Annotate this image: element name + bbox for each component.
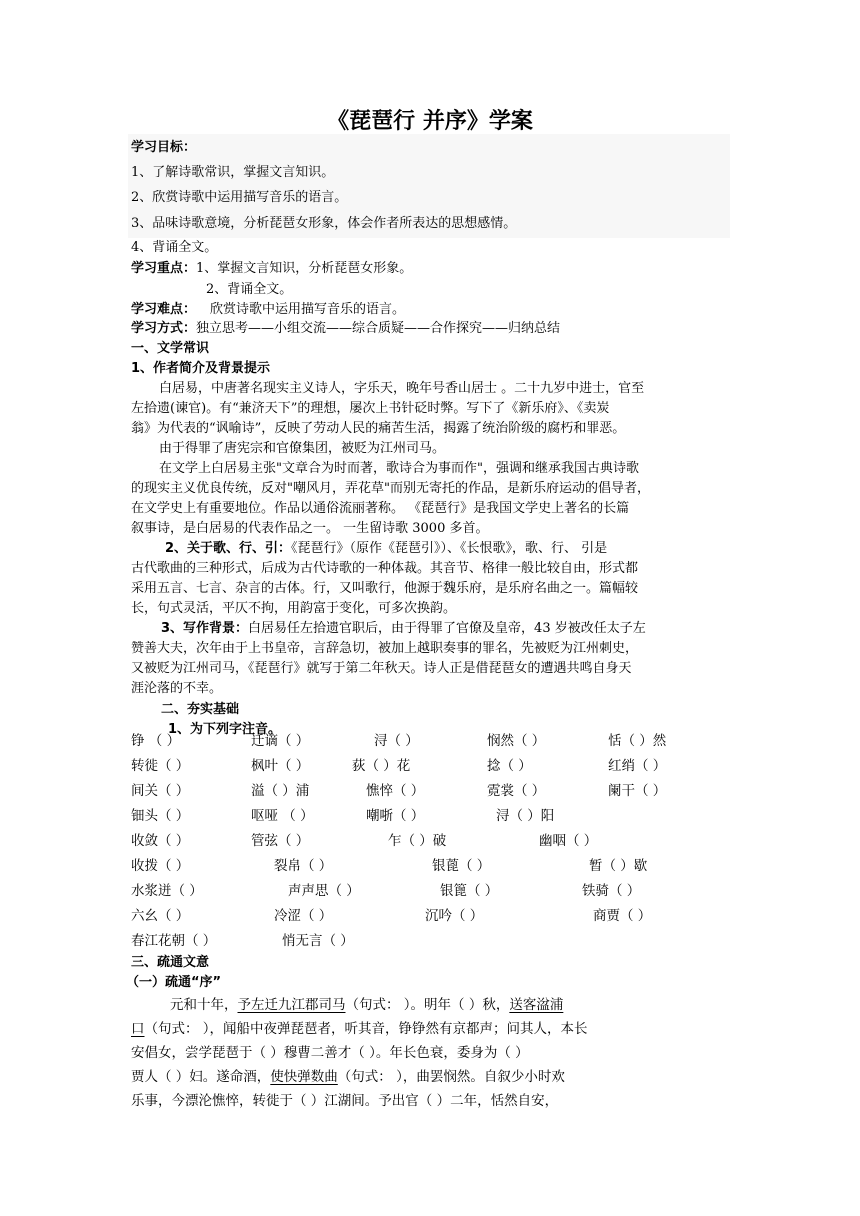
preface-underline: 送客湓浦 <box>509 997 564 1013</box>
preface-text: （句式： ）。明年（ ）秋， <box>345 997 510 1013</box>
pinyin-item: 银蓖（ ） <box>432 858 491 874</box>
pinyin-item: 霓裳（ ） <box>487 783 546 799</box>
difficulty <box>131 299 405 320</box>
p4-label: 2、关于歌、行、引： <box>165 541 292 556</box>
method-label: 学习方式： <box>131 321 197 336</box>
goals-label: 学习目标： <box>131 140 197 155</box>
preface-underline: 口 <box>131 1021 145 1037</box>
pinyin-item: 恬（ ）然 <box>608 733 667 749</box>
pinyin-item: 铁骑（ ） <box>582 883 641 899</box>
pinyin-item: 声声思（ ） <box>288 883 360 899</box>
pinyin-item: 收拨（ ） <box>131 858 190 874</box>
pinyin-item: 商贾（ ） <box>593 908 652 924</box>
p4-text1: 《琵琶行》（原作《琵琶引》）、《长恨歌》，歌、行、 引是 <box>291 541 608 556</box>
preface-underline: 使快弹数曲 <box>270 1069 338 1085</box>
p3-line4: 叙事诗，是白居易的代表作品之一。 一生留诗歌 3000 多首。 <box>131 521 489 536</box>
section2-sub1: 1、为下列字注音。 <box>168 722 282 737</box>
p4-line1 <box>165 538 607 559</box>
p4-line4: 长，句式灵活，平仄不拘，用韵富于变化，可多次换韵。 <box>131 601 457 616</box>
pinyin-item: 幽咽（ ） <box>539 833 598 849</box>
pinyin-item: 浔（ ） <box>374 733 419 749</box>
method-text: 独立思考——小组交流——综合质疑——合作探究——归纳总结 <box>196 321 561 336</box>
preface-text: 贾人（ ）妇。遂命酒， <box>131 1069 271 1085</box>
goal-item-4: 4、背诵全文。 <box>131 240 218 255</box>
pinyin-row-9 <box>131 930 731 952</box>
pinyin-item: 嘲哳（ ） <box>366 808 425 824</box>
pinyin-row-6 <box>131 855 731 877</box>
pinyin-item: 六幺（ ） <box>131 908 190 924</box>
pinyin-item: 钿头（ ） <box>131 808 190 824</box>
p2: 由于得罪了唐宪宗和官僚集团，被贬为江州司马。 <box>159 441 446 456</box>
pinyin-item: 铮 （ ） <box>131 733 181 749</box>
pinyin-item: 憔悴（ ） <box>366 783 425 799</box>
method <box>131 318 560 339</box>
preface-line2 <box>131 1018 588 1040</box>
p5-line2: 赞善大夫，次年由于上书皇帝，言辞急切，被加上越职奏事的罪名，先被贬为江州刺史， <box>131 641 639 656</box>
p4-line2: 古代歌曲的三种形式，后成为古代诗歌的一种体裁。其音节、格律一般比较自由，形式都 <box>131 561 639 576</box>
p5-text1: 白居易任左拾遗官职后，由于得罪了官僚及皇帝，43 岁被改任太子左 <box>248 621 646 636</box>
goal-item-2: 2、欣赏诗歌中运用描写音乐的语言。 <box>131 190 348 205</box>
key-point-2: 2、背诵全文。 <box>206 282 293 297</box>
page-title: 《琵琶行 并序》学案 <box>327 109 533 134</box>
p3-line3: 在文学史上有重要地位。作品以通俗流丽著称。 《琵琶行》是我国文学史上著名的长篇 <box>131 501 630 516</box>
pinyin-item: 转徙（ ） <box>131 758 190 774</box>
pinyin-item: 间关（ ） <box>131 783 190 799</box>
goal-item-1: 1、了解诗歌常识，掌握文言知识。 <box>131 165 335 180</box>
pinyin-item: 水浆迸（ ） <box>131 883 203 899</box>
section3-heading: 三、疏通文意 <box>131 955 210 970</box>
pinyin-row-1 <box>131 730 731 752</box>
pinyin-item: 浔（ ）阳 <box>496 808 555 824</box>
p4-line3: 采用五言、七言、杂言的古体。行，又叫歌行，他源于魏乐府，是乐府名曲之一。篇幅较 <box>131 581 639 596</box>
pinyin-item: 荻（ ）花 <box>352 758 411 774</box>
difficulty-text: 欣赏诗歌中运用描写音乐的语言。 <box>210 302 406 317</box>
pinyin-row-3 <box>131 780 731 802</box>
pinyin-item: 悄无言（ ） <box>282 933 354 949</box>
preface-text: 元和十年， <box>170 997 238 1013</box>
p5-label: 3、写作背景： <box>161 621 249 636</box>
p1-line1: 白居易，中唐著名现实主义诗人，字乐天，晚年号香山居士 。二十九岁中进士，官至 <box>159 381 645 396</box>
pinyin-item: 银篦（ ） <box>440 883 499 899</box>
pinyin-item: 裂帛（ ） <box>274 858 333 874</box>
preface-line3: 安倡女，尝学琵琶于（ ）穆曹二善才（ ）。年长色衰，委身为（ ） <box>131 1045 529 1061</box>
pinyin-item: 呕哑 （ ） <box>251 808 314 824</box>
pinyin-row-7 <box>131 880 731 902</box>
section1-heading: 一、文学常识 <box>131 341 210 356</box>
difficulty-label: 学习难点： <box>131 302 197 317</box>
pinyin-item: 阑干（ ） <box>608 783 667 799</box>
key-point-1: 1、掌握文言知识，分析琵琶女形象。 <box>196 261 413 276</box>
pinyin-item: 乍（ ）破 <box>388 833 447 849</box>
p3-line1: 在文学上白居易主张"文章合为时而著，歌诗合为事而作"，强调和继承我国古典诗歌 <box>159 461 639 476</box>
pinyin-item: 枫叶（ ） <box>251 758 310 774</box>
section3-sub1: （一）疏通“序” <box>126 975 222 990</box>
pinyin-item: 收敛（ ） <box>131 833 190 849</box>
preface-text: （句式： ），闻船中夜弹琵琶者，听其音，铮铮然有京都声；问其人，本长 <box>144 1021 588 1037</box>
pinyin-row-2 <box>131 755 731 777</box>
goal-item-3: 3、品味诗歌意境，分析琵琶女形象，体会作者所表达的思想感情。 <box>131 216 517 231</box>
section2-heading: 二、夯实基础 <box>161 702 240 717</box>
preface-line1 <box>170 994 563 1016</box>
pinyin-item: 暂（ ）歇 <box>589 858 648 874</box>
pinyin-item: 捻（ ） <box>487 758 532 774</box>
pinyin-row-5 <box>131 830 731 852</box>
pinyin-item: 春江花朝（ ） <box>131 933 217 949</box>
preface-underline: 予左迁九江郡司马 <box>237 997 346 1013</box>
preface-line4 <box>131 1066 565 1088</box>
pinyin-item: 冷涩（ ） <box>274 908 333 924</box>
pinyin-row-8 <box>131 905 731 927</box>
p3-line2: 的现实主义优良传统，反对"嘲风月，弄花草"而别无寄托的作品，是新乐府运动的倡导者， <box>131 481 650 496</box>
pinyin-item: 沉吟（ ） <box>425 908 484 924</box>
pinyin-item: 迁谪（ ） <box>251 733 310 749</box>
pinyin-row-4 <box>131 805 731 827</box>
p5-line4: 涯沦落的不幸。 <box>131 681 223 696</box>
p1-line2: 左拾遗(谏官)。有“兼济天下”的理想，屡次上书针砭时弊。写下了《新乐府》、《卖炭 <box>131 401 610 416</box>
key-points <box>131 258 412 279</box>
p5-line3: 又被贬为江州司马，《琵琶行》就写于第二年秋天。诗人正是借琵琶女的遭遇共鸣自身天 <box>131 661 632 676</box>
p5-line1 <box>161 618 646 639</box>
pinyin-item: 溢（ ）浦 <box>251 783 310 799</box>
preface-line5: 乐事，今漂沦憔悴，转徙于（ ）江湖间。予出官（ ）二年，恬然自安， <box>131 1093 559 1109</box>
key-points-label: 学习重点： <box>131 261 197 276</box>
pinyin-item: 管弦（ ） <box>251 833 310 849</box>
preface-text: （句式： ），曲罢悯然。自叙少小时欢 <box>337 1069 565 1085</box>
p1-line3: 翁》为代表的“讽喻诗”，反映了劳动人民的痛苦生活，揭露了统治阶级的腐朽和罪恶。 <box>131 421 626 436</box>
pinyin-item: 红绡（ ） <box>608 758 667 774</box>
pinyin-item: 悯然（ ） <box>487 733 546 749</box>
section1-sub1: 1、作者简介及背景提示 <box>131 361 271 376</box>
